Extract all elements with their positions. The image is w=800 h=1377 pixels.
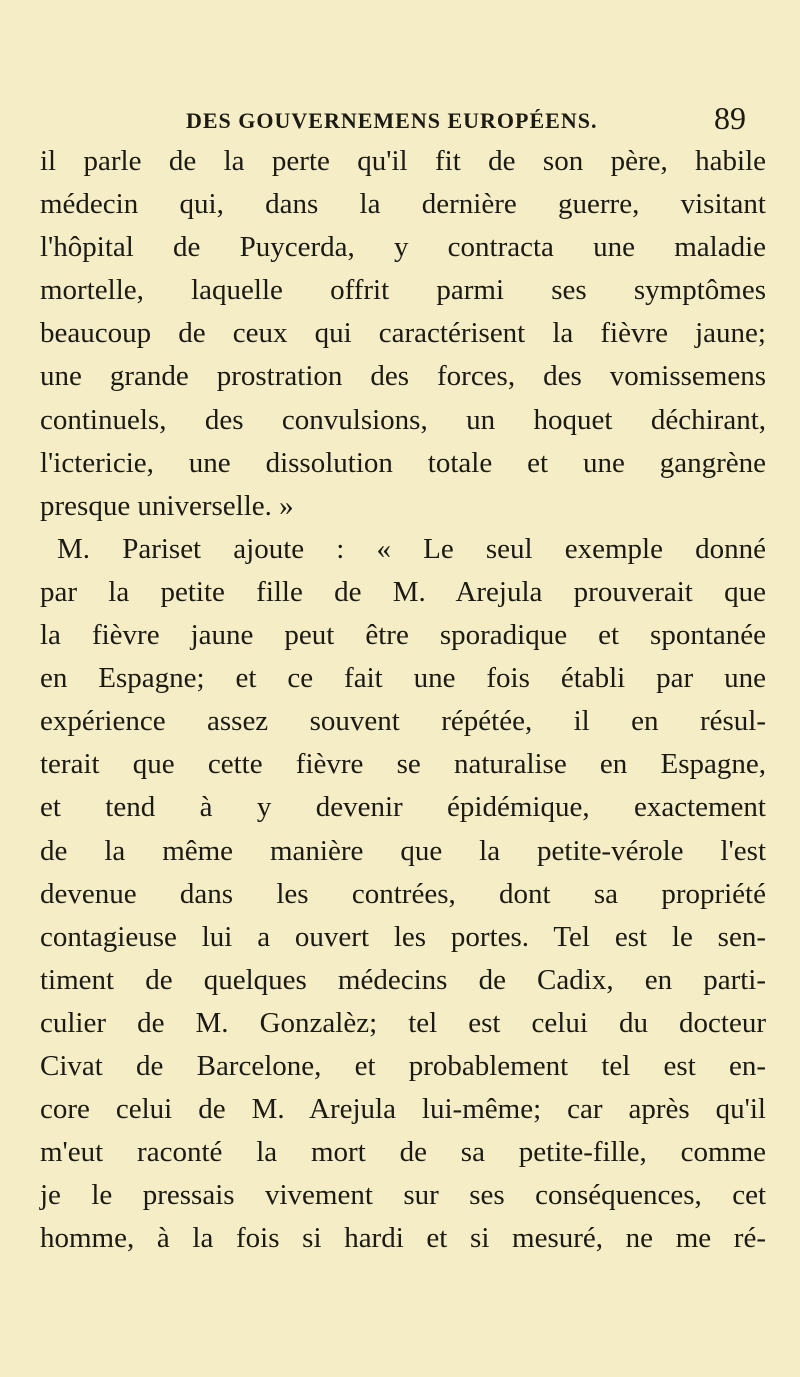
text-line: la fièvre jaune peut être sporadique et spontanée bbox=[40, 619, 766, 652]
text-line: médecin qui, dans la dernière guerre, visitant bbox=[40, 188, 766, 221]
page-header bbox=[0, 100, 800, 144]
text-line: une grande prostration des forces, des vomissemens bbox=[40, 360, 766, 393]
text-line: contagieuse lui a ouvert les portes. Tel est le sen- bbox=[40, 920, 766, 953]
text-line: en Espagne; et ce fait une fois établi par une bbox=[40, 662, 766, 695]
text-line: et tend à y devenir épidémique, exactement bbox=[40, 791, 766, 824]
text-line: par la petite fille de M. Arejula prouverait que bbox=[40, 575, 766, 608]
text-line: presque universelle. » bbox=[40, 489, 294, 522]
body-text bbox=[40, 140, 766, 1260]
text-line: devenue dans les contrées, dont sa propriété bbox=[40, 877, 766, 910]
text-line: l'hôpital de Puycerda, y contracta une maladie bbox=[40, 231, 766, 264]
text-line: terait que cette fièvre se naturalise en Espagne, bbox=[40, 748, 766, 781]
text-line: timent de quelques médecins de Cadix, en parti- bbox=[40, 963, 766, 996]
text-line: je le pressais vivement sur ses conséquences, cet bbox=[40, 1179, 766, 1212]
text-line: mortelle, laquelle offrit parmi ses symptômes bbox=[40, 274, 766, 307]
text-line: expérience assez souvent répétée, il en résul- bbox=[40, 705, 766, 738]
text-line: m'eut raconté la mort de sa petite-fille, comme bbox=[40, 1136, 766, 1169]
running-head: DES GOUVERNEMENS EUROPÉENS. bbox=[186, 108, 598, 133]
text-line: de la même manière que la petite-vérole l'est bbox=[40, 834, 766, 867]
page-number: 89 bbox=[714, 100, 746, 136]
text-line: continuels, des convulsions, un hoquet déchirant, bbox=[40, 403, 766, 436]
text-line: l'ictericie, une dissolution totale et une gangrène bbox=[40, 446, 766, 479]
text-line: M. Pariset ajoute : « Le seul exemple donné bbox=[57, 532, 766, 565]
text-line: beaucoup de ceux qui caractérisent la fièvre jaune; bbox=[40, 317, 766, 350]
text-line: core celui de M. Arejula lui-même; car après qu'il bbox=[40, 1093, 766, 1126]
text-line: culier de M. Gonzalèz; tel est celui du docteur bbox=[40, 1006, 766, 1039]
text-line: il parle de la perte qu'il fit de son père, habile bbox=[40, 145, 766, 177]
text-line: Civat de Barcelone, et probablement tel est en- bbox=[40, 1049, 766, 1082]
text-line: homme, à la fois si hardi et si mesuré, ne me ré- bbox=[40, 1222, 766, 1255]
